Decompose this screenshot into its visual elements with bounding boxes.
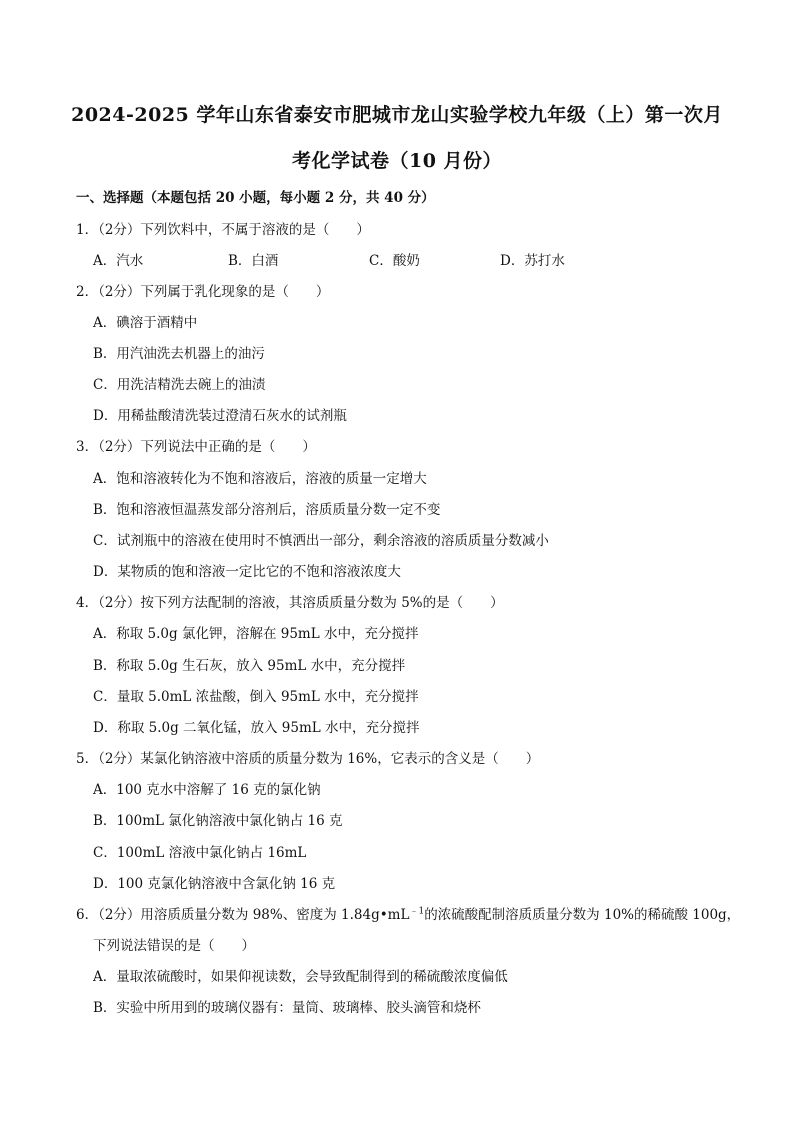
question-6-superscript: ﹣1 bbox=[409, 906, 425, 917]
question-5-option-c: C．100mL 溶液中氯化钠占 16mL bbox=[93, 845, 307, 861]
question-1-option-a: A．汽水 bbox=[93, 253, 144, 269]
question-2-option-b: B．用汽油洗去机器上的油污 bbox=[93, 346, 265, 362]
question-3-option-a: A．饱和溶液转化为不饱和溶液后，溶液的质量一定增大 bbox=[93, 471, 427, 487]
question-6-stem-end: 的浓硫酸配制溶质质量分数为 10%的稀硫酸 100g， bbox=[424, 907, 741, 923]
question-3-option-d: D．某物质的饱和溶液一定比它的不饱和溶液浓度大 bbox=[93, 564, 401, 580]
question-4-option-b: B．称取 5.0g 生石灰，放入 95mL 水中，充分搅拌 bbox=[93, 658, 406, 674]
question-6-stem bbox=[76, 903, 740, 923]
question-1-option-d: D．苏打水 bbox=[500, 253, 565, 269]
question-6-stem-start: 6．（2分）用溶质质量分数为 98%、密度为 1.84g•mL bbox=[76, 907, 410, 923]
question-1-option-b: B．白酒 bbox=[228, 253, 279, 269]
question-4-stem: 4．（2分）按下列方法配制的溶液，其溶质质量分数为 5%的是（ ） bbox=[76, 595, 504, 611]
question-4-option-a: A．称取 5.0g 氯化钾，溶解在 95mL 水中，充分搅拌 bbox=[93, 626, 419, 642]
question-5-stem: 5．（2分）某氯化钠溶液中溶质的质量分数为 16%，它表示的含义是（ ） bbox=[76, 751, 540, 767]
question-5-option-a: A．100 克水中溶解了 16 克的氯化钠 bbox=[93, 782, 321, 798]
question-3-option-c: C．试剂瓶中的溶液在使用时不慎洒出一部分，剩余溶液的溶质质量分数减小 bbox=[93, 533, 549, 549]
question-2-option-c: C．用洗洁精洗去碗上的油渍 bbox=[93, 377, 266, 393]
question-6-option-a: A．量取浓硫酸时，如果仰视读数，会导致配制得到的稀硫酸浓度偏低 bbox=[93, 969, 508, 985]
question-3-stem: 3．（2分）下列说法中正确的是（ ） bbox=[76, 439, 316, 455]
question-3-option-b: B．饱和溶液恒温蒸发部分溶剂后，溶质质量分数一定不变 bbox=[93, 502, 441, 518]
question-2-stem: 2．（2分）下列属于乳化现象的是（ ） bbox=[76, 284, 330, 300]
question-6-stem-continuation: 下列说法错误的是（ ） bbox=[93, 938, 255, 954]
section-heading: 一、选择题（本题包括 20 小题，每小题 2 分，共 40 分） bbox=[76, 190, 435, 206]
question-1-stem: 1．（2分）下列饮料中，不属于溶液的是（ ） bbox=[76, 222, 370, 238]
question-6-option-b: B．实验中所用到的玻璃仪器有：量筒、玻璃棒、胶头滴管和烧杯 bbox=[93, 1000, 481, 1016]
exam-title-line-2: 考化学试卷（10 月份） bbox=[291, 150, 503, 172]
question-5-option-b: B．100mL 氯化钠溶液中氯化钠占 16 克 bbox=[93, 813, 343, 829]
question-4-option-c: C．量取 5.0mL 浓盐酸，倒入 95mL 水中，充分搅拌 bbox=[93, 689, 419, 705]
question-5-option-d: D．100 克氯化钠溶液中含氯化钠 16 克 bbox=[93, 876, 336, 892]
question-1-option-c: C．酸奶 bbox=[369, 253, 420, 269]
question-2-option-d: D．用稀盐酸清洗装过澄清石灰水的试剂瓶 bbox=[93, 408, 347, 424]
question-4-option-d: D．称取 5.0g 二氧化锰，放入 95mL 水中，充分搅拌 bbox=[93, 720, 420, 736]
exam-title-line-1: 2024-2025 学年山东省泰安市肥城市龙山实验学校九年级（上）第一次月 bbox=[71, 104, 723, 126]
question-2-option-a: A．碘溶于酒精中 bbox=[93, 315, 198, 331]
